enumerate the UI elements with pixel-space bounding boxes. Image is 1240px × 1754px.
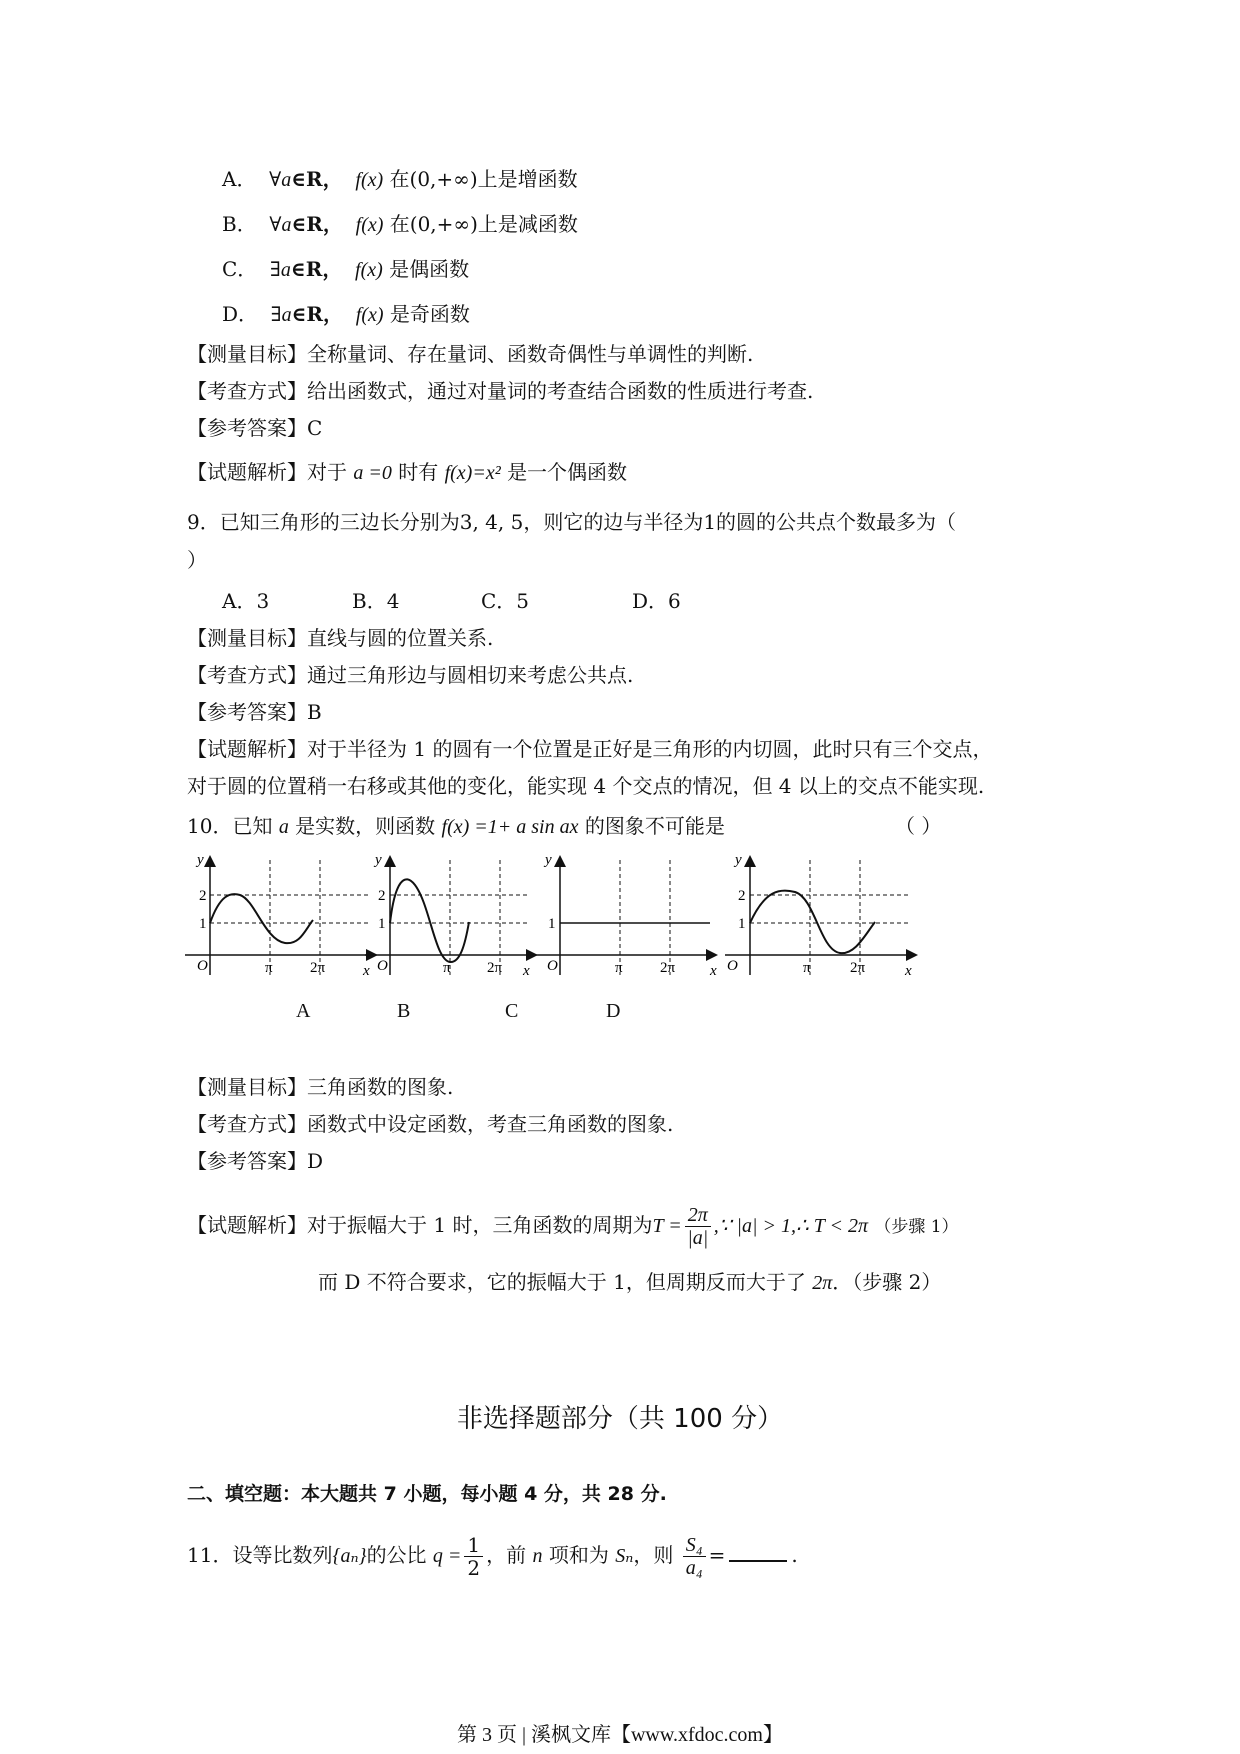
q8-option-d: D． ∃a∈R， f(x) 是奇函数 [222,302,470,326]
graph-d-tick-1: 1 [738,916,746,932]
graph-d-tick-2: 2 [738,888,746,904]
graph-b [365,852,535,979]
graph-a-y-label: y [197,852,204,868]
q10-analysis-2: 而 D 不符合要求，它的振幅大于 1，但周期反而大于了 2π．（步骤 2） [318,1270,942,1294]
q10-answer-paren: （ ） [895,814,942,838]
graph-d [725,852,915,979]
ratio-fraction: $\frac{1}{2}$ [464,1534,483,1579]
answer-blank[interactable] [729,1560,787,1562]
graph-c-tick-1: 1 [548,916,556,932]
graph-d-tick-2pi: 2π [850,960,866,976]
sum-ratio-fraction: $\frac{\text{S₄}}{\text{a₄}}$ [683,1534,706,1579]
graph-b-tick-2pi: 2π [487,960,503,976]
q9-target: 【测量目标】直线与圆的位置关系. [187,626,494,650]
graph-a-x-label: x [363,963,370,979]
graph-a-tick-2: 2 [199,888,207,904]
q9-option-b: B．4 [352,589,400,613]
q8-option-a: A． ∀a∈R， f(x) 在(0,+∞)上是增函数 [222,167,578,191]
graph-b-tick-2: 2 [378,888,386,904]
q9-option-c: C．5 [481,589,530,613]
q9-stem-end: ） [187,548,207,572]
graph-label-b: B [397,1000,411,1022]
graph-a-tick-1: 1 [199,916,207,932]
q8-answer: 【参考答案】C [187,416,323,440]
graph-c-origin: O [547,958,558,974]
graph-c [535,852,717,979]
q8-analysis: 【试题解析】对于 a =0 时有 f(x)=x² 是一个偶函数 [187,460,628,484]
graph-a [185,852,375,979]
part-two-heading: 二、填空题：本大题共 7 小题，每小题 4 分，共 28 分. [187,1483,667,1505]
graph-d-tick-pi: π [803,960,811,976]
q9-method: 【考查方式】通过三角形边与圆相切来考虑公共点. [187,663,634,687]
graph-label-a: A [296,1000,311,1022]
graph-b-x-label: x [523,963,530,979]
q10-graphs [185,850,1005,980]
q8-method: 【考查方式】给出函数式，通过对量词的考查结合函数的性质进行考查. [187,379,814,403]
q9-analysis: 【试题解析】对于半径为 1 的圆有一个位置是正好是三角形的内切圆，此时只有三个交点， [187,737,993,761]
graph-c-x-label: x [710,963,717,979]
q8-option-b: B． ∀a∈R， f(x) 在(0,+∞)上是减函数 [222,212,578,236]
graph-b-tick-1: 1 [378,916,386,932]
graph-b-origin: O [377,958,388,974]
period-fraction: $\frac{2\pi}{|a|}$ [685,1204,711,1249]
q9-option-a: A．3 [222,589,270,613]
q10-method: 【考查方式】函数式中设定函数，考查三角函数的图象. [187,1112,674,1136]
graph-d-x-label: x [905,963,912,979]
q10-answer: 【参考答案】D [187,1149,324,1173]
q10-analysis: 【试题解析】对于振幅大于 1 时，三角函数的周期为T = $\frac{2\pi}{|a|}$ ,∵ |a| > 1,∴ T < 2π （步骤 1） [187,1204,959,1249]
section-title: 非选择题部分（共 100 分） [456,1404,784,1434]
q8-target: 【测量目标】全称量词、存在量词、函数奇偶性与单调性的判断. [187,342,754,366]
q9-option-d: D．6 [632,589,681,613]
q9-answer: 【参考答案】B [187,700,322,724]
graph-c-tick-pi: π [615,960,623,976]
graph-c-tick-2pi: 2π [660,960,676,976]
graph-d-y-label: y [735,852,742,868]
graph-b-y-label: y [375,852,382,868]
graph-label-d: D [606,1000,621,1022]
q8-option-c: C． ∃a∈R， f(x) 是偶函数 [222,257,470,281]
q10-target: 【测量目标】三角函数的图象. [187,1075,454,1099]
graph-a-origin: O [197,958,208,974]
graph-b-tick-pi: π [443,960,451,976]
q11-stem: 11．设等比数列{aₙ}的公比 q = $\frac{1}{2}$ ，前 n 项和为 Sₙ，则 $\frac{\text{S₄}}{\text{a₄}}$ = . [187,1533,798,1580]
graph-a-tick-pi: π [265,960,273,976]
graph-a-tick-2pi: 2π [310,960,326,976]
q9-stem: 9．已知三角形的三边长分别为3, 4, 5，则它的边与半径为1的圆的公共点个数最多为（ [187,510,957,534]
graph-label-c: C [505,1000,519,1022]
graph-c-y-label: y [545,852,552,868]
q9-analysis-2: 对于圆的位置稍一右移或其他的变化，能实现 4 个交点的情况，但 4 以上的交点不能实现. [187,774,985,798]
graph-d-origin: O [727,958,738,974]
page-footer: 第 3 页 | 溪枫文库【www.xfdoc.com】 [456,1724,783,1746]
q10-stem: 10．已知 a 是实数，则函数 f(x) =1+ a sin ax 的图象不可能是 [187,814,725,838]
